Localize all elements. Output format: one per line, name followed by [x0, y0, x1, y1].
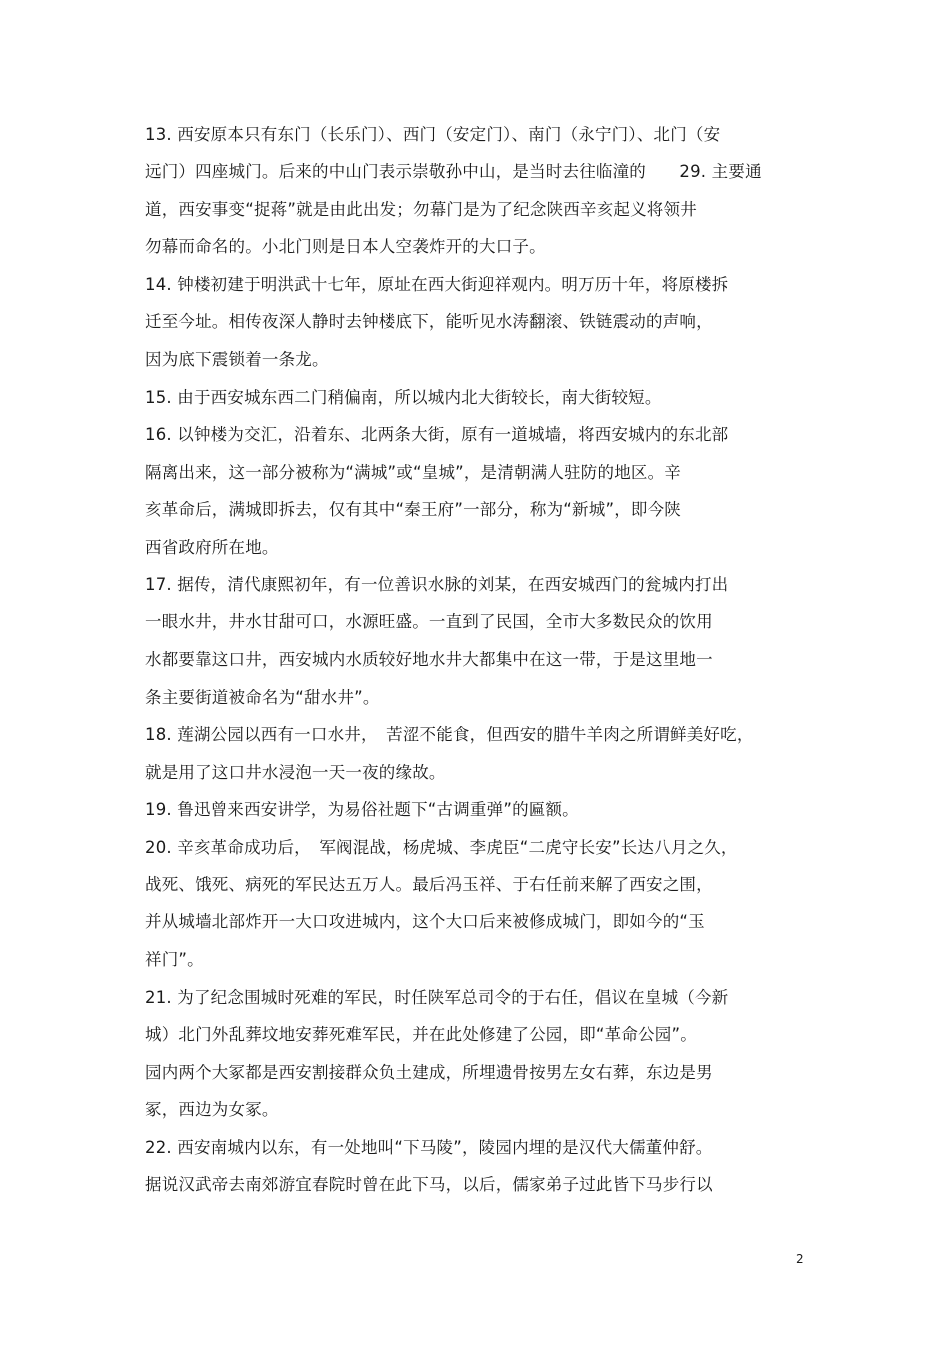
text-line-13: 17. 据传，清代康熙初年，有一位善识水脉的刘某，在西安城西门的瓮城内打出 — [145, 575, 729, 594]
text-line-7: 因为底下震锁着一条龙。 — [145, 350, 329, 369]
text-line-25: 城）北门外乱葬坟地安葬死难军民，并在此处修建了公园，即“革命公园”。 — [145, 1025, 697, 1044]
text-line-15: 水都要靠这口井，西安城内水质较好地水井大都集中在这一带，于是这里地一 — [145, 650, 713, 669]
text-line-6: 迁至今址。相传夜深人静时去钟楼底下，能听见水涛翻滚、铁链震动的声响， — [145, 312, 713, 331]
text-line-19: 19. 鲁迅曾来西安讲学，为易俗社题下“古调重弹”的匾额。 — [145, 800, 579, 819]
text-line-3: 道，西安事变“捉蒋”就是由此出发；勿幕门是为了纪念陕西辛亥起义将领井 — [145, 200, 697, 219]
text-line-2: 远门）四座城门。后来的中山门表示崇敬孙中山，是当时去往临潼的 29. 主要通 — [145, 162, 762, 181]
text-line-14: 一眼水井，井水甘甜可口，水源旺盛。一直到了民国，全市大多数民众的饮用 — [145, 612, 713, 631]
text-line-8: 15. 由于西安城东西二门稍偏南，所以城内北大街较长，南大街较短。 — [145, 388, 662, 407]
text-line-1: 13. 西安原本只有东门（长乐门）、西门（安定门）、南门（永宁门）、北门（安 — [145, 125, 721, 144]
text-line-22: 并从城墙北部炸开一大口攻进城内，这个大口后来被修成城门，即如今的“玉 — [145, 912, 705, 931]
text-line-24: 21. 为了纪念围城时死难的军民，时任陕军总司令的于右任，倡议在皇城（今新 — [145, 988, 729, 1007]
text-line-21: 战死、饿死、病死的军民达五万人。最后冯玉祥、于右任前来解了西安之围， — [145, 875, 713, 894]
text-line-23: 祥门”。 — [145, 950, 204, 969]
text-line-20: 20. 辛亥革命成功后， 军阀混战，杨虎城、李虎臣“二虎守长安”长达八月之久， — [145, 838, 738, 857]
text-line-5: 14. 钟楼初建于明洪武十七年，原址在西大街迎祥观内。明万历十年，将原楼拆 — [145, 275, 729, 294]
text-line-17: 18. 莲湖公园以西有一口水井， 苦涩不能食，但西安的腊牛羊肉之所谓鲜美好吃， — [145, 725, 754, 744]
text-line-11: 亥革命后，满城即拆去，仅有其中“秦王府”一部分，称为“新城”，即今陕 — [145, 500, 681, 519]
text-line-9: 16. 以钟楼为交汇，沿着东、北两条大街，原有一道城墙，将西安城内的东北部 — [145, 425, 729, 444]
page-number: 2 — [796, 1252, 804, 1266]
text-line-12: 西省政府所在地。 — [145, 538, 279, 557]
text-line-18: 就是用了这口井水浸泡一天一夜的缘故。 — [145, 763, 446, 782]
text-line-16: 条主要街道被命名为“甜水井”。 — [145, 688, 380, 707]
text-line-10: 隔离出来，这一部分被称为“满城”或“皇城”，是清朝满人驻防的地区。辛 — [145, 463, 681, 482]
text-line-27: 冢，西边为女冢。 — [145, 1100, 279, 1119]
text-line-26: 园内两个大冢都是西安割接群众负土建成，所埋遗骨按男左女右葬，东边是男 — [145, 1063, 713, 1082]
text-line-29: 据说汉武帝去南郊游宜春院时曾在此下马，以后，儒家弟子过此皆下马步行以 — [145, 1175, 713, 1194]
text-line-4: 勿幕而命名的。小北门则是日本人空袭炸开的大口子。 — [145, 237, 546, 256]
text-line-28: 22. 西安南城内以东，有一处地叫“下马陵”，陵园内埋的是汉代大儒董仲舒。 — [145, 1138, 713, 1157]
